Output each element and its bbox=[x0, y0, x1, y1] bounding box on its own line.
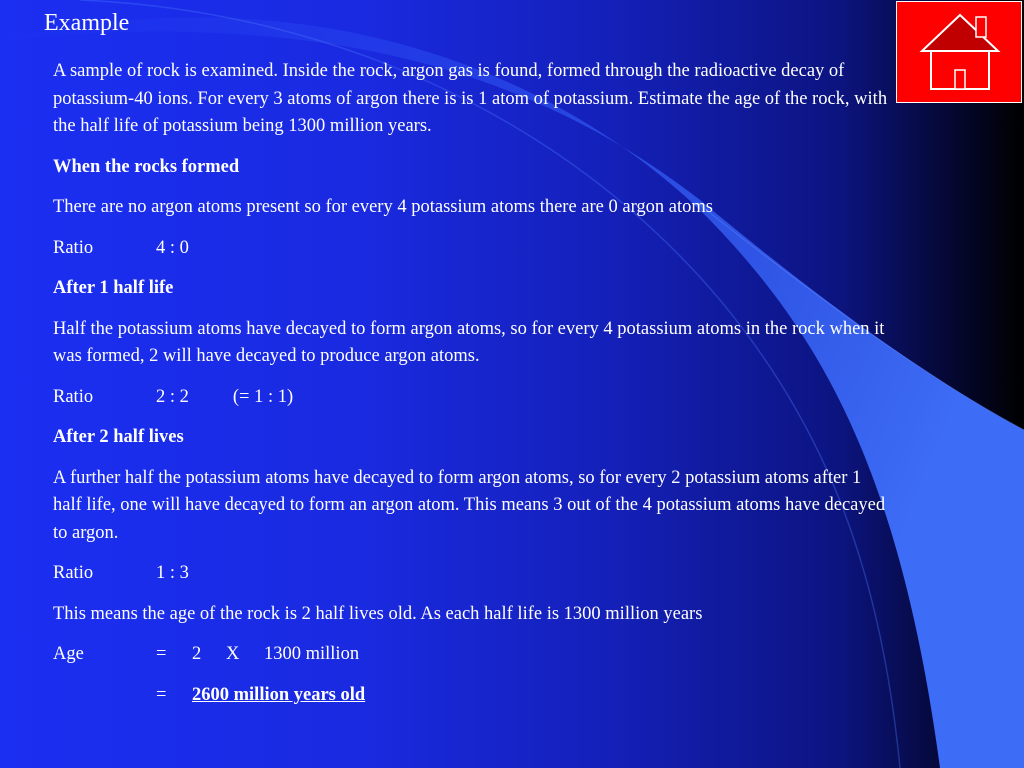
ratio-note: (= 1 : 1) bbox=[232, 386, 294, 407]
half-life-count: 2 bbox=[192, 644, 202, 664]
problem-statement: A sample of rock is examined. Inside the rock, argon gas is found, formed through the radioactive decay of potassium-40 ions. For every 3 atoms of argon there is is 1 atom of potassium. Estimate the age of the rock, with the half life of potassium being 1300 million years. bbox=[53, 61, 888, 136]
age-result bbox=[53, 682, 893, 710]
half-life-value: 1300 million bbox=[264, 644, 360, 664]
slide-title: Example bbox=[44, 10, 130, 36]
section-body: There are no argon atoms present so for every 4 potassium atoms there are 0 argon atoms bbox=[53, 197, 713, 217]
ratio-row bbox=[53, 384, 893, 412]
section-heading: When the rocks formed bbox=[53, 156, 240, 177]
times-sign: X bbox=[226, 644, 240, 664]
conclusion-text: This means the age of the rock is 2 half lives old. As each half life is 1300 million years bbox=[53, 603, 703, 624]
home-button[interactable] bbox=[896, 1, 1022, 103]
ratio-label: Ratio bbox=[53, 237, 94, 258]
section-heading: After 2 half lives bbox=[53, 427, 184, 447]
ratio-value: 4 : 0 bbox=[156, 237, 189, 258]
section-body: A further half the potassium atoms have decayed to form argon atoms, so for every 2 potassium atoms after 1 half life, one will have decayed to form an argon atom. This means 3 out of the 4 potassium atoms have decayed to argon. bbox=[53, 467, 886, 543]
ratio-label: Ratio bbox=[53, 386, 94, 407]
age-calculation bbox=[53, 641, 893, 669]
section-heading: After 1 half life bbox=[53, 278, 174, 298]
slide-content bbox=[53, 58, 893, 722]
ratio-row bbox=[53, 235, 893, 263]
section-body: Half the potassium atoms have decayed to form argon atoms, so for every 4 potassium atoms in the rock when it was formed, 2 will have decayed to produce argon atoms. bbox=[53, 318, 885, 366]
ratio-row bbox=[53, 560, 893, 588]
ratio-label: Ratio bbox=[53, 563, 94, 583]
home-icon bbox=[897, 2, 1023, 104]
final-answer: 2600 million years old bbox=[192, 684, 366, 705]
ratio-value: 1 : 3 bbox=[156, 563, 189, 583]
equals-sign: = bbox=[156, 684, 167, 705]
ratio-value: 2 : 2 bbox=[156, 386, 189, 407]
equals-sign: = bbox=[156, 644, 167, 664]
age-label: Age bbox=[53, 644, 84, 664]
